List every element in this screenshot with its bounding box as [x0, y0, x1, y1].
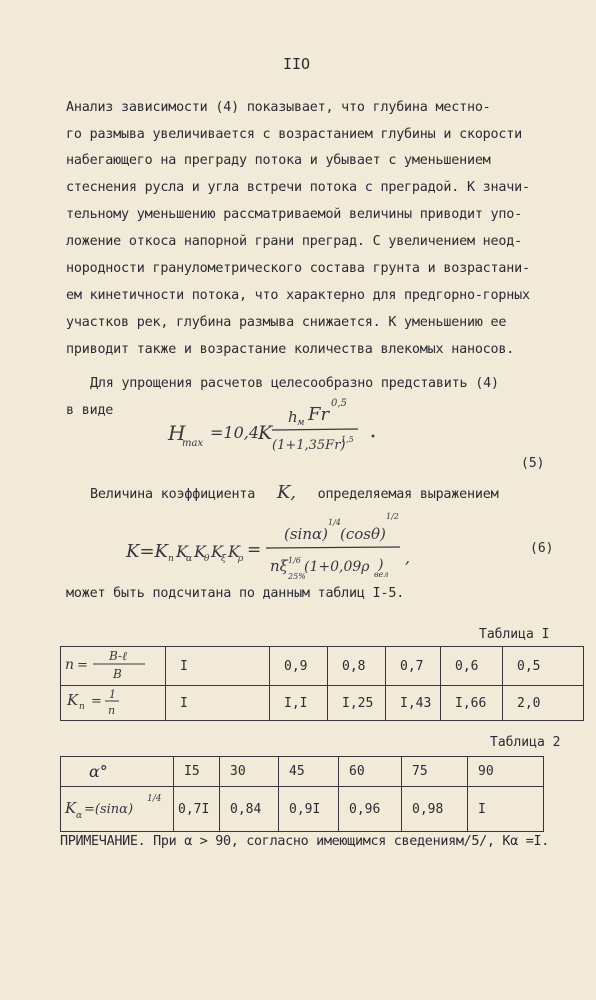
- coef-symbol: K,: [276, 482, 296, 503]
- svg-text:K: K: [176, 542, 188, 561]
- formula-6: [118, 505, 448, 585]
- svg-text:n: n: [108, 704, 116, 716]
- text-line: нородности гранулометрического состава грунта и возрастани-: [66, 261, 530, 276]
- table-cell: 0,6: [441, 647, 503, 686]
- svg-text:n: n: [65, 657, 75, 673]
- svg-text:n: n: [168, 554, 174, 564]
- svg-text:K: K: [211, 542, 223, 561]
- svg-text:25%: 25%: [288, 572, 306, 581]
- svg-text:0,5: 0,5: [331, 398, 347, 409]
- table-cell: I,I: [270, 686, 328, 721]
- text-line: го размыва увеличивается с возрастанием глубины и скорости: [66, 127, 522, 142]
- table-row: [61, 686, 584, 721]
- coef-text-before: Величина коэффициента: [90, 487, 256, 502]
- svg-text:K: K: [65, 799, 77, 817]
- svg-text:=: =: [247, 540, 262, 560]
- table-row: [61, 757, 544, 787]
- text-line: ложение откоса напорной грани преград. С увеличением неод-: [66, 234, 522, 249]
- table-cell: 0,9: [270, 647, 328, 686]
- fraction-kn-label: [61, 686, 161, 716]
- svg-text:θ: θ: [204, 554, 210, 564]
- note: ПРИМЕЧАНИЕ. При α > 90, согласно имеющимся сведениям/5/, Kα =I.: [60, 834, 549, 849]
- table-cell: I: [166, 686, 270, 721]
- svg-text:n: n: [79, 702, 85, 712]
- svg-text:ρ: ρ: [238, 554, 244, 564]
- text-line: стеснения русла и угла встречи потока с преградой. К значи-: [66, 180, 530, 195]
- equation-number-6: (6): [530, 541, 554, 556]
- svg-text:=10,4: =10,4: [210, 423, 260, 442]
- table-cell: 0,7I: [174, 787, 220, 832]
- table-cell: 0,8: [328, 647, 386, 686]
- table-cell: 90: [468, 757, 544, 787]
- table-cell: I5: [174, 757, 220, 787]
- svg-text:1: 1: [109, 688, 116, 701]
- formula-5: [160, 392, 390, 462]
- table-cell: 0,96: [339, 787, 402, 832]
- table-cell: 45: [279, 757, 339, 787]
- svg-text:h: h: [288, 408, 298, 426]
- table-2: [60, 756, 544, 832]
- text-line: приводит также и возрастание количества влекомых наносов.: [66, 342, 515, 357]
- svg-text:(cosθ): (cosθ): [340, 525, 386, 543]
- fraction-n-label: [61, 647, 161, 681]
- table-cell: 0,98: [402, 787, 468, 832]
- svg-text:м: м: [297, 418, 305, 428]
- svg-text:K=K: K=K: [126, 541, 168, 562]
- table-cell: I: [468, 787, 544, 832]
- svg-text:=: =: [77, 658, 88, 673]
- svg-text:nξ: nξ: [270, 557, 288, 575]
- table-row: [61, 647, 584, 686]
- svg-text:Fr: Fr: [308, 404, 330, 425]
- table-2-row1-label: α°: [61, 757, 174, 787]
- svg-text:K: K: [258, 422, 273, 444]
- table-1: [60, 646, 584, 721]
- text-line: ем кинетичности потока, что характерно для предгорно-горных: [66, 288, 530, 303]
- text-line: в виде: [66, 403, 114, 418]
- svg-text:(1+1,35Fr): (1+1,35Fr): [272, 438, 346, 453]
- svg-text:): ): [378, 557, 384, 573]
- text-line: [90, 482, 590, 503]
- svg-text:K: K: [194, 542, 206, 561]
- svg-text:1/2: 1/2: [386, 512, 399, 521]
- text-line: тельному уменьшению рассматриваемой величины приводит упо-: [66, 207, 522, 222]
- text-line: набегающего на преграду потока и убывает с уменьшением: [66, 153, 491, 168]
- text-line: может быть подсчитана по данным таблиц I-5.: [66, 586, 405, 601]
- table-cell: I,66: [441, 686, 503, 721]
- svg-text:max: max: [182, 438, 204, 449]
- table-cell: I: [166, 647, 270, 686]
- text-line: Для упрощения расчетов целесообразно представить (4): [90, 376, 499, 391]
- svg-text:=(sinα): =(sinα): [84, 802, 134, 817]
- svg-text:(sinα): (sinα): [284, 525, 328, 543]
- table-cell: I,25: [328, 686, 386, 721]
- table-cell: 0,84: [220, 787, 279, 832]
- k-alpha-label: [61, 787, 167, 827]
- table-cell: 30: [220, 757, 279, 787]
- table-cell: I,43: [386, 686, 441, 721]
- table-cell: 2,0: [503, 686, 584, 721]
- svg-text:H: H: [168, 421, 186, 445]
- svg-text:=: =: [91, 694, 102, 709]
- svg-text:,: ,: [405, 548, 411, 567]
- svg-text:K: K: [67, 691, 79, 709]
- svg-text:1/4: 1/4: [147, 794, 162, 804]
- coef-text-after: определяемая выражением: [317, 487, 499, 502]
- table-1-row1-label: [61, 647, 166, 686]
- text-line: участков рек, глубина размыва снижается. К уменьшению ее: [66, 315, 507, 330]
- table-1-caption: Таблица I: [479, 627, 550, 642]
- text-line: Анализ зависимости (4) показывает, что глубина местно-: [66, 100, 491, 115]
- svg-text:B-ℓ: B-ℓ: [109, 649, 128, 663]
- table-2-caption: Таблица 2: [490, 735, 561, 750]
- svg-text:(1+0,09ρ: (1+0,09ρ: [304, 559, 370, 575]
- svg-text:α: α: [76, 811, 83, 821]
- svg-text:α: α: [186, 554, 193, 564]
- svg-text:K: K: [228, 542, 240, 561]
- table-2-row2-label: [61, 787, 174, 832]
- equation-number-5: (5): [521, 456, 545, 471]
- svg-text:1,5: 1,5: [341, 435, 354, 444]
- svg-text:ξ: ξ: [221, 554, 226, 564]
- svg-text:B: B: [113, 667, 122, 681]
- table-cell: 0,9I: [279, 787, 339, 832]
- svg-text:1/4: 1/4: [328, 518, 341, 527]
- table-cell: 0,5: [503, 647, 584, 686]
- table-cell: 75: [402, 757, 468, 787]
- table-1-row2-label: [61, 686, 166, 721]
- svg-text:1/6: 1/6: [288, 556, 301, 565]
- table-cell: 0,7: [386, 647, 441, 686]
- table-row: [61, 787, 544, 832]
- page-number: IIO: [283, 55, 311, 73]
- svg-text:вел: вел: [374, 570, 389, 579]
- table-cell: 60: [339, 757, 402, 787]
